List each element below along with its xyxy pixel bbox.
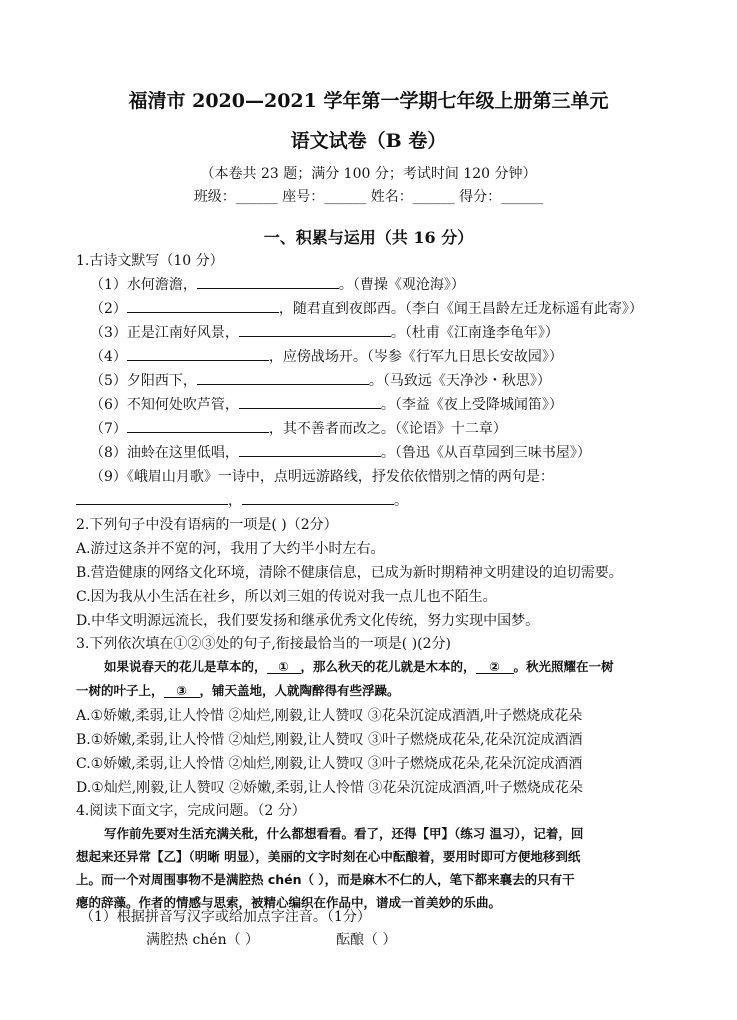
- passage-text: ，铺天盖地，人就陶醉得有些浮躁。: [199, 683, 400, 698]
- question-1-item-9-answer: [76, 490, 408, 510]
- question-4-sub-1: （1）根据拼音写汉字或给加点字注音。（1分）: [80, 909, 371, 925]
- question-1-item: [90, 298, 643, 318]
- item-prefix: （6）不知何处吹芦管，: [90, 397, 239, 413]
- item-prefix: （8）油蛉在这里低唱，: [90, 445, 239, 461]
- question-4-passage-line: 上。而一个对周围事物不是满腔热 chén（ ），而是麻木不仁的人，笔下都来襄去的只有干: [76, 872, 575, 887]
- exam-subtitle: 语文试卷（B 卷）: [290, 130, 447, 152]
- blank-2: ②: [476, 659, 514, 674]
- student-info-fields: 班级：______ 座号：______ 姓名：______ 得分：______: [193, 189, 544, 205]
- item-suffix: 。（曹操《观沧海》）: [338, 277, 465, 293]
- item-prefix: （5）夕阳西下，: [90, 373, 197, 389]
- question-3-title: 3.下列依次填在①②③处的句子,衔接最恰当的一项是( )(2分): [76, 636, 452, 652]
- answer-blank[interactable]: [127, 298, 279, 313]
- item-prefix: （3）正是江南好风景，: [90, 325, 239, 341]
- item-suffix: ，随君直到夜郎西。（李白《闻王昌龄左迁龙标遥有此寄》）: [278, 301, 643, 317]
- item-suffix: 。（李益《夜上受降城闻笛》）: [380, 397, 563, 413]
- question-1-item: [90, 346, 563, 366]
- item-prefix: （7）: [90, 421, 127, 437]
- answer-blank[interactable]: [197, 274, 339, 289]
- item-suffix: 。（鲁迅《从百草园到三味书屋》）: [380, 445, 591, 461]
- question-3-passage-line: [104, 657, 614, 675]
- question-1-title: 1.古诗文默写（10 分）: [76, 253, 224, 269]
- question-2-option-b: B.营造健康的网络文化环境，清除不健康信息，已成为新时期精神文明建设的迫切需要。: [76, 565, 623, 581]
- question-1-item: [90, 322, 559, 342]
- answer-blank[interactable]: [197, 370, 369, 385]
- question-4-passage-line: 写作前先要对生活充满关秕，什么都想看看。看了，还得【甲】（练习 温习），记着，回: [104, 826, 584, 841]
- separator: ，: [228, 493, 242, 509]
- item-prefix: （1）水何澹澹，: [90, 277, 197, 293]
- passage-text: 一树的叶子上，: [76, 683, 164, 698]
- item-suffix: ，其不善者而改之。（《论语》十二章）: [268, 421, 507, 437]
- answer-blank[interactable]: [239, 442, 381, 457]
- question-3-option-d: D.①灿烂,刚毅,让人赞叹 ②娇嫩,柔弱,让人怜惜 ③花朵沉淀成酒酒,叶子燃烧成花朵: [76, 780, 583, 796]
- item-prefix: （2）: [90, 301, 127, 317]
- item-suffix: 。（马致远《天净沙・秋思》）: [368, 373, 551, 389]
- exam-title: 福清市 2020—2021 学年第一学期七年级上册第三单元: [128, 90, 609, 112]
- passage-text: 如果说春天的花儿是草本的，: [104, 659, 267, 674]
- question-1-item-9: （9）《峨眉山月歌》一诗中，点明远游路线，抒发依依惜别之情的两句是：: [90, 469, 554, 485]
- terminator: 。: [394, 493, 408, 509]
- item-suffix: ，应傍战场开。（岑参《行军九日思长安故园》）: [268, 349, 563, 365]
- question-1-item: [90, 418, 507, 438]
- question-4-fill-a: 满腔热 chén（ ）: [146, 932, 260, 948]
- question-3-passage-line: [76, 681, 400, 699]
- answer-blank[interactable]: [239, 322, 391, 337]
- question-1-item: [90, 274, 465, 294]
- question-1-item: [90, 394, 563, 414]
- question-2-title: 2.下列句子中没有语病的一项是( )（2分）: [76, 517, 338, 533]
- question-2-option-d: D.中华文明源远流长，我们要发扬和继承优秀文化传统，努力实现中国梦。: [76, 613, 540, 629]
- passage-text: 。秋光照耀在一树: [513, 659, 614, 674]
- answer-blank[interactable]: [127, 346, 269, 361]
- question-2-option-a: A.游过这条并不宽的河，我用了大约半小时左右。: [76, 541, 385, 557]
- item-suffix: 。（杜甫《江南逢李龟年》）: [390, 325, 559, 341]
- answer-blank[interactable]: [242, 490, 394, 505]
- question-1-item: [90, 370, 551, 390]
- passage-text: ，那么秋天的花儿就是木本的，: [300, 659, 476, 674]
- question-4-title: 4.阅读下面文字，完成问题。（2 分）: [76, 803, 306, 819]
- question-3-option-c: C.①娇嫩,柔弱,让人怜惜 ②灿烂,刚毅,让人赞叹 ③叶子燃烧成花朵,花朵沉淀成酒酒: [76, 756, 583, 772]
- exam-note: （本卷共 23 题；满分 100 分；考试时间 120 分钟）: [200, 166, 537, 182]
- blank-3: ③: [164, 683, 200, 698]
- section-title: 一、积累与运用（共 16 分）: [263, 228, 474, 247]
- answer-blank[interactable]: [76, 490, 228, 505]
- question-4-fill-b: 酝酿（ ）: [336, 932, 397, 948]
- question-3-option-b: B.①娇嫩,柔弱,让人怜惜 ②灿烂,刚毅,让人赞叹 ③叶子燃烧成花朵,花朵沉淀成酒酒: [76, 732, 583, 748]
- blank-1: ①: [267, 659, 301, 674]
- answer-blank[interactable]: [127, 418, 269, 433]
- question-4-passage-line: 想起来还异常【乙】（明晰 明显），美丽的文字时刻在心中酝酿着，要用时即可方便地移到纸: [76, 849, 581, 864]
- question-2-option-c: C.因为我从小生活在社乡，所以刘三姐的传说对我一点儿也不陌生。: [76, 589, 497, 605]
- question-4-passage-line: 瘪的辞藻。作者的情感与思索，被精心编织在作品中，谱成一首美妙的乐曲。: [76, 895, 502, 910]
- question-1-item: [90, 442, 591, 462]
- question-3-option-a: A.①娇嫩,柔弱,让人怜惜 ②灿烂,刚毅,让人赞叹 ③花朵沉淀成酒酒,叶子燃烧成花朵: [76, 708, 583, 724]
- item-prefix: （4）: [90, 349, 127, 365]
- answer-blank[interactable]: [239, 394, 381, 409]
